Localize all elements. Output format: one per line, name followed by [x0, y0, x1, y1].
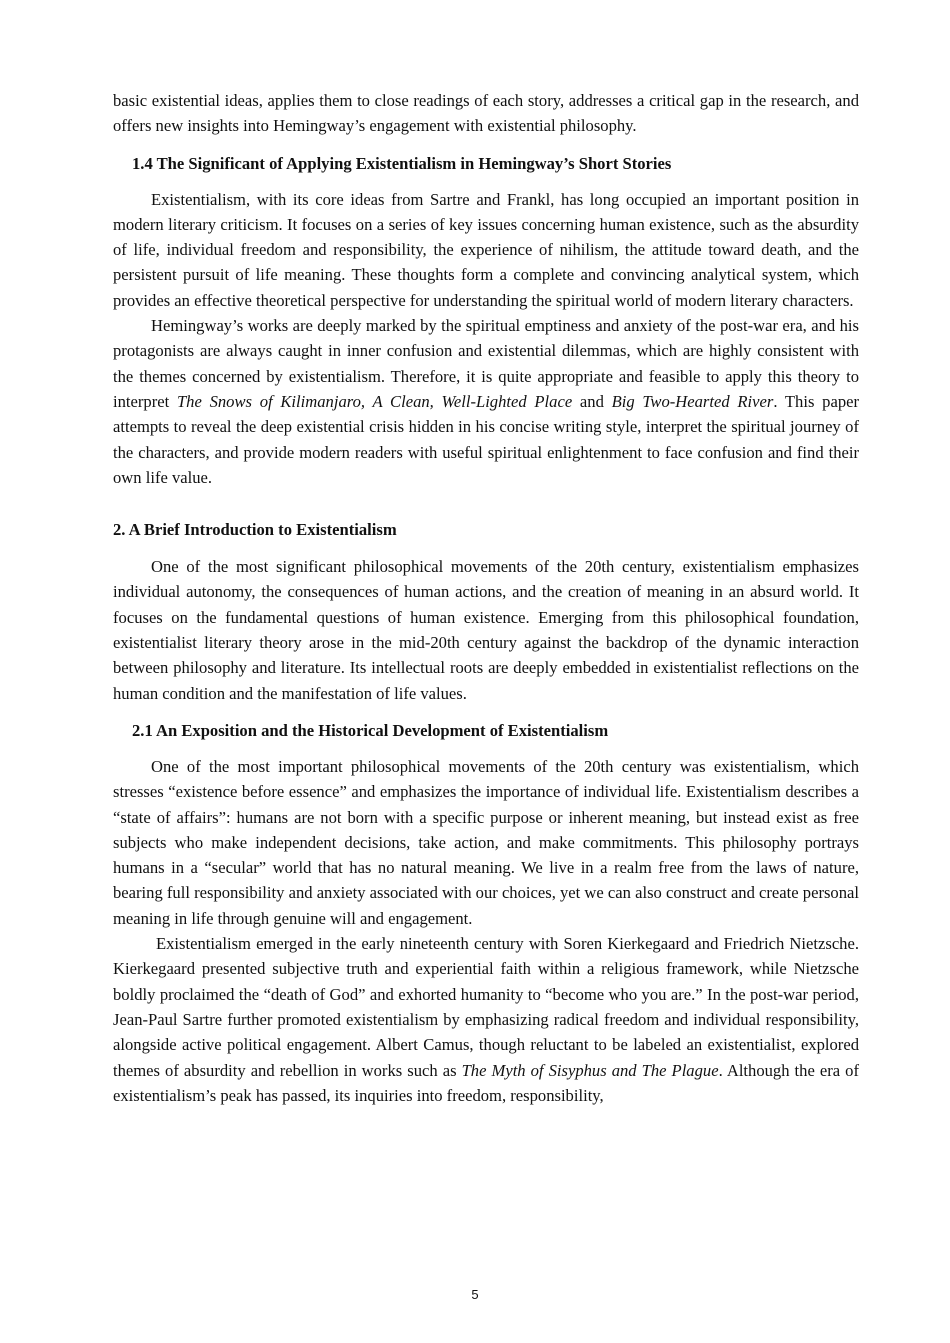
text-run: . This paper attempts to reveal the deep existential crisis hidden in his concise writing style, interpret the spiritual journey of the characters, and provide modern readers with useful spiritual enlightenment to face confusion and find their own life value. — [113, 391, 860, 487]
italic-title: The Myth of Sisyphus and The Plague — [461, 1060, 719, 1080]
paragraph-2-1-b — [113, 931, 859, 1108]
section-heading-2: 2. A Brief Introduction to Existentialism — [113, 520, 397, 540]
paragraph-2: One of the most significant philosophical movements of the 20th century, existentialism emphasizes individual autonomy, the consequences of human actions, and the creation of meaning in an absurd world. It focuses on the fundamental questions of human existence. Emerging from this philosophical foundation, existentialist literary theory arose in the mid-20th century against the backdrop of the dynamic interaction between philosophy and literature. Its intellectual roots are deeply embedded in existentialist reflections on the human condition and the manifestation of life values. — [113, 557, 859, 703]
section-heading-2-1: 2.1 An Exposition and the Historical Development of Existentialism — [132, 720, 609, 740]
page-number: 5 — [471, 1287, 479, 1302]
text-run: . Although the era of existentialism’s peak has passed, its inquiries into freedom, responsibility, — [113, 1060, 859, 1105]
paragraph-1-4-b — [113, 313, 859, 490]
text-run: and — [572, 391, 612, 411]
paragraph-1-4-a: Existentialism, with its core ideas from Sartre and Frankl, has long occupied an important position in modern literary criticism. It focuses on a series of key issues concerning human existence, such as the absurdity of life, individual freedom and responsibility, the experience of nihilism, the attitude toward death, and the persistent pursuit of life meaning. These thoughts form a complete and convincing analytical system, which provides an effective theoretical perspective for understanding the spiritual world of modern literary characters. — [113, 189, 859, 310]
text-run: Existentialism emerged in the early nineteenth century with Soren Kierkegaard and Friedrich Nietzsche. Kierkegaard presented subjective truth and experiential faith within a religious framework, while Nietzsche boldly proclaimed the “death of God” and exhorted humanity to “become who you are.” In the post-war period, Jean-Paul Sartre further promoted existentialism by emphasizing radical freedom and individual responsibility, alongside active political engagement. Albert Camus, though reluctant to be labeled an existentialist, explored themes of absurdity and rebellion in works such as — [113, 934, 859, 1080]
text-run: Hemingway’s works are deeply marked by the spiritual emptiness and anxiety of the post-war era, and his protagonists are always caught in inner confusion and existential dilemmas, which are highly consistent with the themes concerned by existentialism. Therefore, it is quite appropriate and feasible to apply this theory to interpret — [113, 316, 859, 411]
page-body — [113, 88, 859, 1108]
paragraph-2-1-a: One of the most important philosophical movements of the 20th century was existentialism, which stresses “existence before essence” and emphasizes the importance of individual life. Existentialism describes a “state of affairs”: humans are not born with a specific purpose or inherent meaning, but instead exist as free subjects who make independent decisions, take action, and make commitments. This philosophy portrays humans in a “secular” world that has no natural meaning. We live in a realm free from the laws of nature, bearing full responsibility and anxiety associated with our choices, yet we can also construct and create personal meaning in life through genuine will and engagement. — [113, 756, 860, 928]
italic-title: The Snows of Kilimanjaro, A Clean, Well-Lighted Place — [176, 391, 573, 411]
section-heading-1-4: 1.4 The Significant of Applying Existentialism in Hemingway’s Short Stories — [132, 153, 672, 173]
paragraph-intro-continuation: basic existential ideas, applies them to close readings of each story, addresses a critical gap in the research, and offers new insights into Hemingway’s engagement with existential philosophy. — [113, 91, 859, 136]
italic-title: Big Two-Hearted River — [611, 391, 774, 411]
